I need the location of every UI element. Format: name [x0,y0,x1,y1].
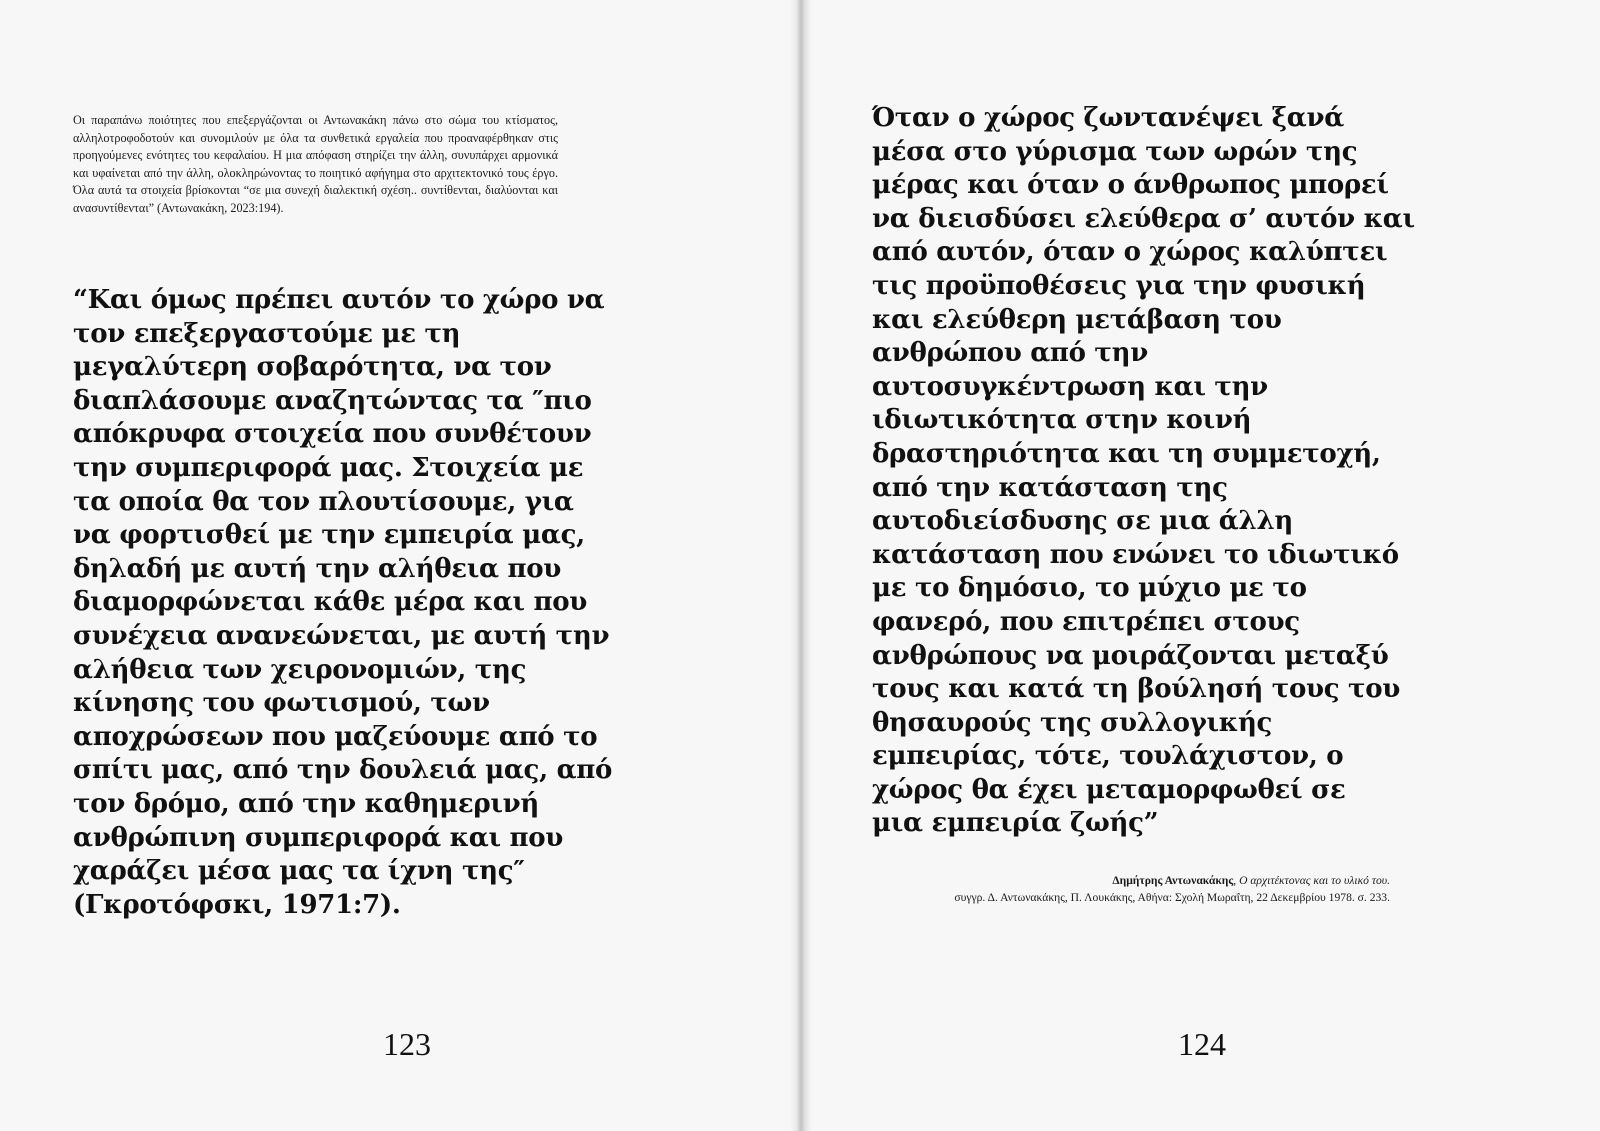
left-quote-line: τον επεξεργαστούμε με τη [73,318,461,349]
left-quote-line: να φορτισθεί με την εμπειρία μας, [73,520,585,551]
citation-line-1 [830,872,1390,889]
left-quote-line: διαπλάσουμε αναζητώντας τα ″πιο [73,385,592,416]
citation-separator: , [1233,874,1240,887]
left-quote-line: κίνησης του φωτισμού, των [73,688,490,719]
left-quote-line: χαράζει μέσα μας τα ίχνη της″ [73,856,525,887]
right-quote-line: τους και κατά τη βούλησή τους του [872,674,1401,705]
right-quote-line: θησαυρούς της συλλογικής [872,707,1273,738]
citation-title: Ο αρχιτέκτονας και το υλικό του. [1239,874,1390,887]
right-quote-line: αυτοσυγκέντρωση και την [872,371,1268,402]
left-quote-line: διαμορφώνεται κάθε μέρα και που [73,587,587,618]
left-quote-line: συνέχεια ανανεώνεται, με αυτή την [73,620,610,651]
right-quote-line: από την κατάσταση της [872,472,1228,503]
right-quote-line: κατάσταση που ενώνει το ιδιωτικό [872,539,1399,570]
left-quote-line: “Και όμως πρέπει αυτόν το χώρο να [73,285,605,315]
right-quote-line: με το δημόσιο, το μύχιο με το [872,573,1307,604]
left-quote-line: τον δρόμο, από την καθημερινή [73,788,539,819]
right-quote-line: να διεισδύσει ελεύθερα σ’ αυτόν και [872,203,1415,234]
right-quote-line: Όταν ο χώρος ζωντανέψει ξανά [872,103,1344,133]
citation [830,872,1390,906]
left-page [0,0,798,1131]
page-number-right: 124 [1178,1026,1226,1062]
left-quote-line: αποχρώσεων που μαζεύουμε από το [73,721,598,752]
left-quote-line: ανθρώπινη συμπεριφορά και που [73,822,564,853]
left-quote-line: μεγαλύτερη σοβαρότητα, να τον [73,352,552,383]
left-quote-line: απόκρυφα στοιχεία που συνθέτουν [73,419,592,450]
right-page [798,0,1600,1131]
right-quote-line: μέρας και όταν ο άνθρωπος μπορεί [872,170,1389,201]
citation-details: συγγρ. Δ. Αντωνακάκης, Π. Λουκάκης, Αθήνα: Σχολή Μωραΐτη, 22 Δεκεμβρίου 1978. σ. 233. [954,891,1390,904]
right-quote-line: αυτοδιείσδυσης σε μια άλλη [872,506,1293,537]
left-quote-line: (Γκροτόφσκι, 1971:7). [73,889,401,920]
left-quote-line: αλήθεια των χειρονομιών, της [73,654,527,685]
intro-paragraph: Οι παραπάνω ποιότητες που επεξεργάζονται οι Αντωνακάκη πάνω στο σώμα του κτίσματος, αλληλοτροφοδοτούν και συνομιλούν με όλα τα συνθετικά εργαλεία που προαναφέρθηκαν στις προηγούμενες ενότητες του κεφαλαίου. Η μια απόφαση στηρίζει την άλλη, συνυπάρχει αρμονικά και υφαίνεται από την άλλη, ολοκληρώνοντας το ποιητικό αφήγημα στο αρχιτεκτονικό τους έργο. Όλα αυτά τα στοιχεία βρίσκονται “σε μια συνεχή διαλεκτική σχέση.. συντίθενται, διαλύονται και ανασυντίθενται” (Αντωνακάκη, 2023:194). [73,113,558,215]
citation-author: Δημήτρης Αντωνακάκης [1112,874,1234,887]
right-quote-line: από αυτόν, όταν ο χώρος καλύπτει [872,237,1388,268]
page-number-left: 123 [383,1026,431,1062]
left-quote-line: την συμπεριφορά μας. Στοιχεία με [73,452,584,483]
right-quote-line: φανερό, που επιτρέπει στους [872,606,1300,637]
right-quote-line: ιδιωτικότητα στην κοινή [872,405,1252,436]
left-quote-line: δηλαδή με αυτή την αλήθεια που [73,553,561,584]
right-quote-line: μέσα στο γύρισμα των ωρών της [872,136,1358,167]
left-quote [73,284,633,922]
left-quote-line: σπίτι μας, από την δουλειά μας, από [73,755,613,786]
right-quote-line: ανθρώπους να μοιράζονται μεταξύ [872,640,1389,671]
right-quote-line: δραστηριότητα και τη συμμετοχή, [872,438,1381,469]
right-quote-line: εμπειρίας, τότε, τουλάχιστον, ο [872,741,1344,772]
right-quote-line: χώρος θα έχει μεταμορφωθεί σε [872,774,1346,805]
right-quote [872,102,1432,841]
right-quote-line: τις προϋποθέσεις για την φυσική [872,270,1366,301]
right-quote-line: ανθρώπου από την [872,338,1148,369]
left-quote-line: τα οποία θα τον πλουτίσουμε, για [73,486,574,517]
right-quote-line: και ελεύθερη μετάβαση του [872,304,1282,335]
right-quote-line: μια εμπειρία ζωής” [872,808,1159,839]
